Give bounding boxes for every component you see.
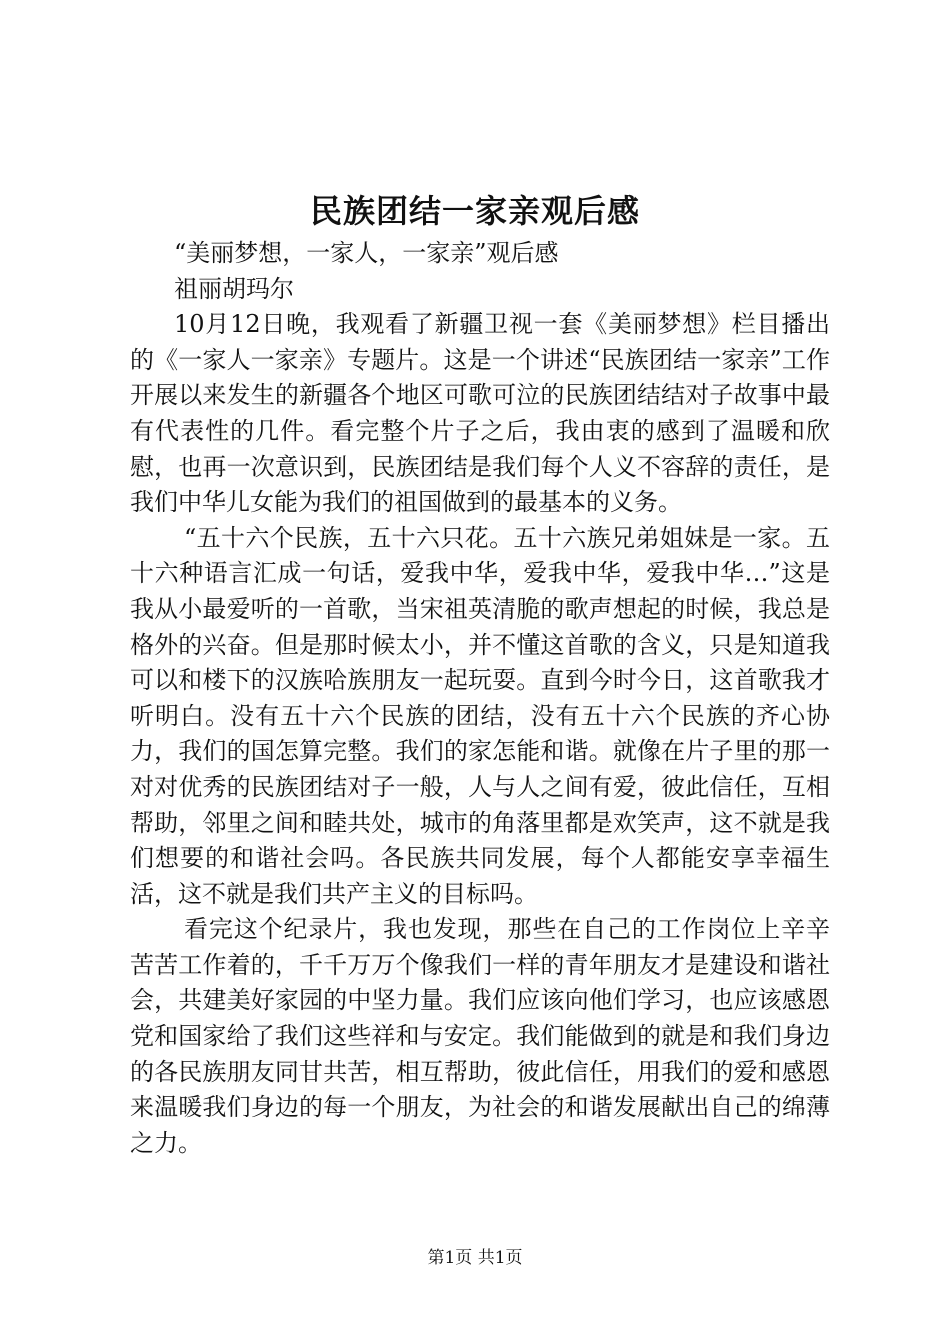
document-body [130,236,830,1161]
author-name: 祖丽胡玛尔 [174,274,294,303]
paragraph-3: 看完这个纪录片，我也发现，那些在自己的工作岗位上辛辛苦苦工作着的，千千万万个像我们一样的青年朋友才是建设和谐社会，共建美好家园的中坚力量。我们应该向他们学习，也应该感恩党和国家给了我们这些祥和与安定。我们能做到的就是和我们身边的各民族朋友同甘共苦，相互帮助，彼此信任，用我们的爱和感恩来温暖我们身边的每一个朋友，为社会的和谐发展献出自己的绵薄之力。 [130,915,830,1157]
document-title: 民族团结一家亲观后感 [309,192,640,230]
paragraph-2: “五十六个民族，五十六只花。五十六族兄弟姐妹是一家。五十六种语言汇成一句话，爱我中华，爱我中华，爱我中华…”这是我从小最爱听的一首歌，当宋祖英清脆的歌声想起的时候，我总是格外的兴奋。但是那时候太小，并不懂这首歌的含义，只是知道我可以和楼下的汉族哈族朋友一起玩耍。直到今时今日，这首歌我才听明白。没有五十六个民族的团结，没有五十六个民族的齐心协力，我们的国怎算完整。我们的家怎能和谐。就像在片子里的那一对对优秀的民族团结对子一般，人与人之间有爱，彼此信任，互相帮助，邻里之间和睦共处，城市的角落里都是欢笑声，这不就是我们想要的和谐社会吗。各民族共同发展，每个人都能安享幸福生活，这不就是我们共产主义的目标吗。 [130,523,830,908]
page-footer: 第1页 共1页 [427,1248,523,1268]
subtitle: “美丽梦想，一家人，一家亲”观后感 [174,239,559,267]
paragraph-1: 10月12日晚，我观看了新疆卫视一套《美丽梦想》栏目播出的《一家人一家亲》专题片。这是一个讲述“民族团结一家亲”工作开展以来发生的新疆各个地区可歌可泣的民族团结结对子故事中最有代表性的几件。看完整个片子之后，我由衷的感到了温暖和欣慰，也再一次意识到，民族团结是我们每个人义不容辞的责任，是我们中华儿女能为我们的祖国做到的最基本的义务。 [130,310,830,517]
